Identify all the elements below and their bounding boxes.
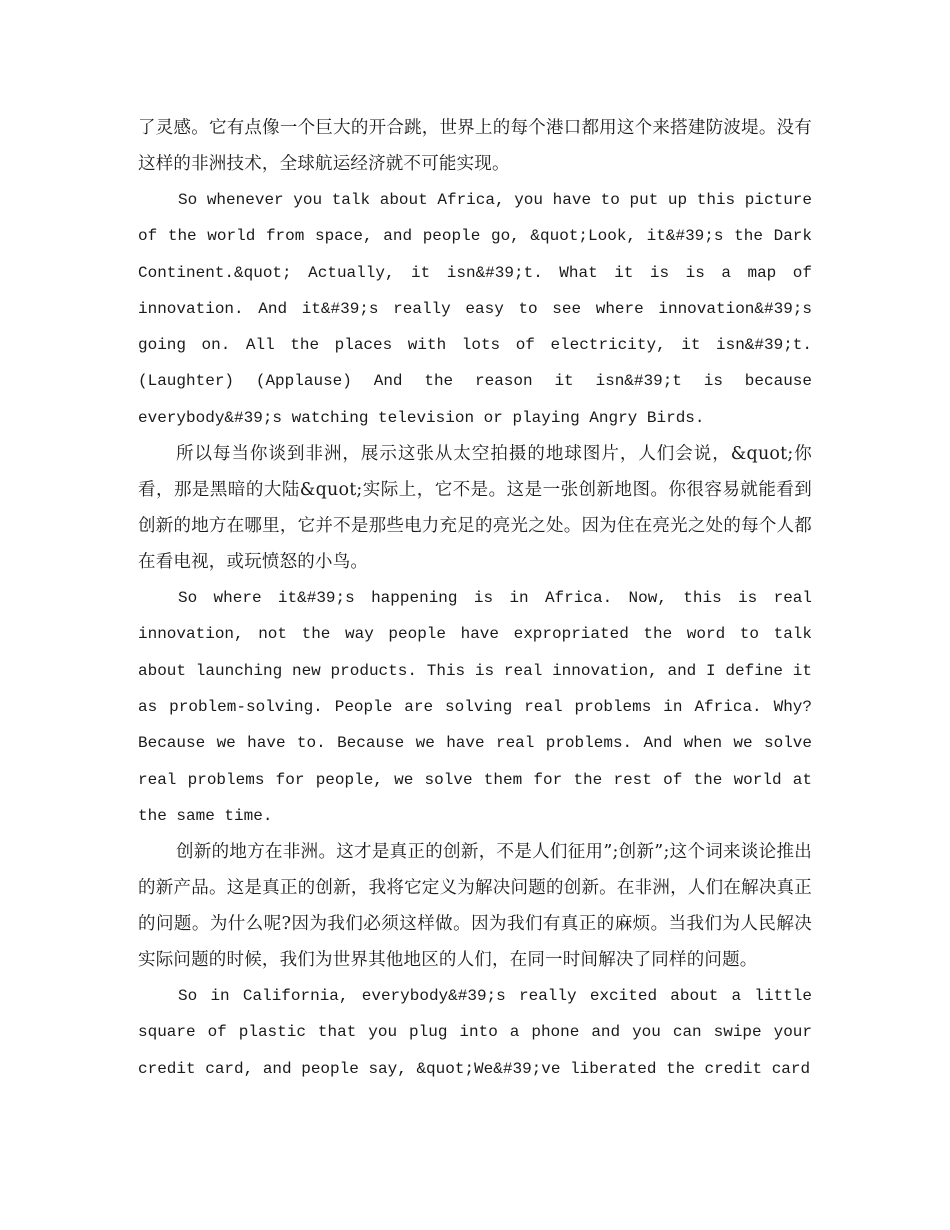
paragraph-en-real-innovation: So where it&#39;s happening is in Africa. Now, this is real innovation, not the way people have expropriated the word to talk about launching new products. This is real innovation, and I define it as problem-solving. People are solving real problems in Africa. Why? Because we have to. Because we have real problems. And when we solve real problems for people, we solve them for the rest of the world at the same time. <box>138 589 812 825</box>
paragraph-en-dark-continent: So whenever you talk about Africa, you have to put up this picture of the world from space, and people go, &quot;Look, it&#39;s the Dark Continent.&quot; Actually, it isn&#39;t. What it is is a map of innovation. And it&#39;s really easy to see where innovation&#39;s going on. All the places with lots of electricity, it isn&#39;t. (Laughter) (Applause) And the reason it isn&#39;t is because everybody&#39;s watching television or playing Angry Birds. <box>138 191 812 427</box>
paragraph-cn-dark-continent: 所以每当你谈到非洲，展示这张从太空拍摄的地球图片，人们会说，&quot;你看，那是黑暗的大陆&quot;实际上，它不是。这是一张创新地图。你很容易就能看到创新的地方在哪里，它并不是那些电力充足的亮光之处。因为住在亮光之处的每个人都在看电视，或玩愤怒的小鸟。 <box>138 444 812 573</box>
document-body <box>138 110 812 1087</box>
paragraph-en-california: So in California, everybody&#39;s really excited about a little square of plastic that you plug into a phone and you can swipe your credit card, and people say, &quot;We&#39;ve liberated the credit card <box>138 987 812 1078</box>
paragraph-cn-real-innovation: 创新的地方在非洲。这才是真正的创新，不是人们征用”;创新”;这个词来谈论推出的新产品。这是真正的创新，我将它定义为解决问题的创新。在非洲，人们在解决真正的问题。为什么呢?因为我们必须这样做。因为我们有真正的麻烦。当我们为人民解决实际问题的时候，我们为世界其他地区的人们，在同一时间解决了同样的问题。 <box>138 842 812 971</box>
paragraph-cn-continued: 了灵感。它有点像一个巨大的开合跳，世界上的每个港口都用这个来搭建防波堤。没有这样的非洲技术，全球航运经济就不可能实现。 <box>138 118 812 174</box>
